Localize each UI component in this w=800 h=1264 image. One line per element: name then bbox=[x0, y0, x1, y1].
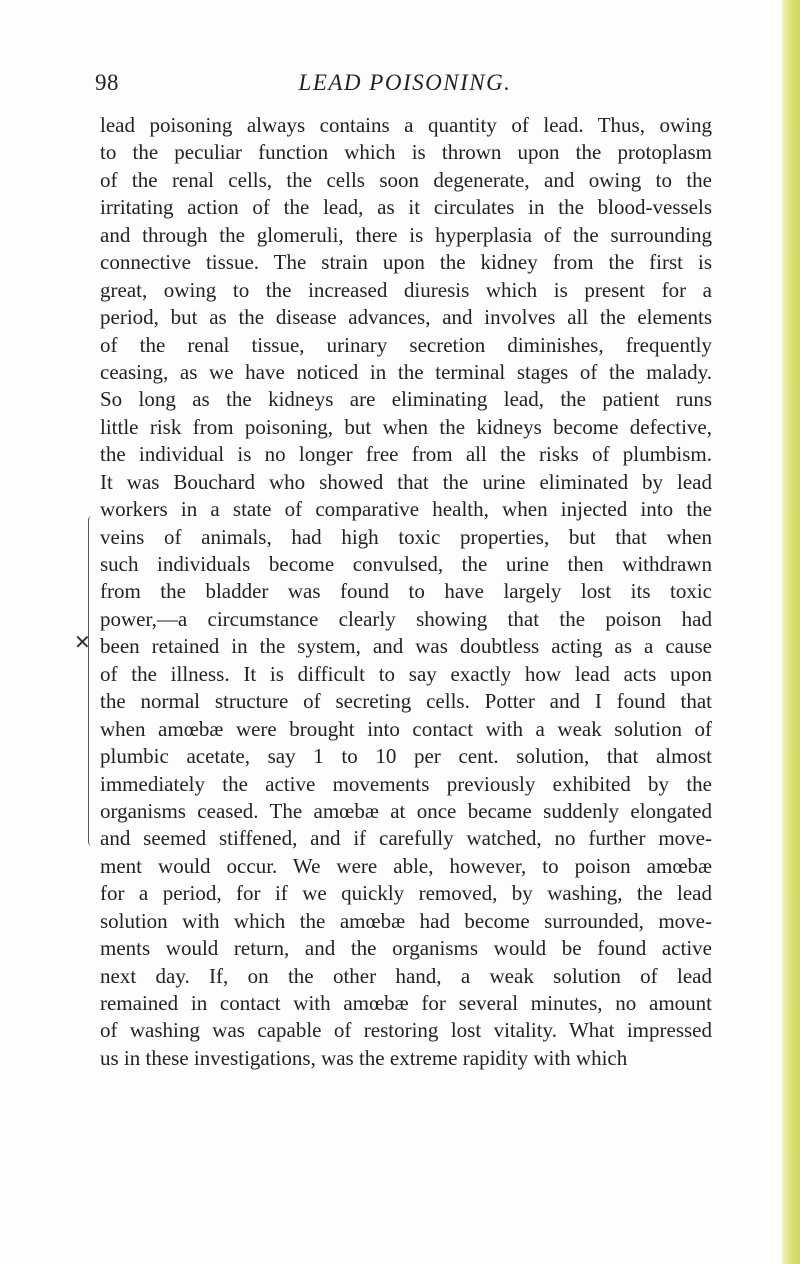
text-line: of the illness. It is difficult to say exactly how lead acts upon bbox=[100, 661, 712, 686]
running-title: LEAD POISONING. bbox=[298, 70, 512, 95]
text-line: remained in contact with amœbæ for several minutes, no amount bbox=[100, 991, 712, 1015]
text-line: of the renal tissue, urinary secretion diminishes, frequently bbox=[100, 332, 712, 357]
text-line: ments would return, and the organisms would be found active bbox=[100, 936, 712, 961]
text-line: to the peculiar function which is thrown upon the protoplasm bbox=[100, 140, 712, 165]
text-line: the normal structure of secreting cells. Potter and I found that bbox=[100, 689, 712, 714]
text-line: ment would occur. We were able, however, to poison amœbæ bbox=[100, 853, 712, 878]
text-line: such individuals become convulsed, the urine then withdrawn bbox=[100, 552, 712, 576]
text-line: and seemed stiffened, and if carefully watched, no further move- bbox=[100, 826, 712, 851]
text-line: us in these investigations, was the extreme rapidity with which bbox=[100, 1045, 628, 1070]
text-line: from the bladder was found to have largely lost its toxic bbox=[100, 579, 712, 604]
text-line: irritating action of the lead, as it circulates in the blood-vessels bbox=[100, 195, 712, 220]
page-edge bbox=[782, 0, 800, 1264]
body-text bbox=[100, 112, 712, 1072]
text-line: connective tissue. The strain upon the kidney from the first is bbox=[100, 250, 712, 275]
text-line: of the renal cells, the cells soon degenerate, and owing to the bbox=[100, 167, 712, 192]
text-line: for a period, for if we quickly removed, by washing, the lead bbox=[100, 881, 712, 906]
text-line: So long as the kidneys are eliminating lead, the patient runs bbox=[100, 387, 712, 412]
text-line: veins of animals, had high toxic properties, but that when bbox=[100, 524, 712, 549]
text-line: solution with which the amœbæ had become surrounded, move- bbox=[100, 908, 712, 933]
text-line: of washing was capable of restoring lost vitality. What impressed bbox=[100, 1018, 712, 1043]
text-line: plumbic acetate, say 1 to 10 per cent. solution, that almost bbox=[100, 744, 712, 769]
text-line: ceasing, as we have noticed in the terminal stages of the malady. bbox=[100, 359, 712, 384]
margin-mark: ✕ bbox=[74, 632, 91, 654]
text-line: It was Bouchard who showed that the urine eliminated by lead bbox=[100, 469, 712, 494]
text-line: little risk from poisoning, but when the kidneys become defective, bbox=[100, 414, 712, 439]
text-line: lead poisoning always contains a quantity of lead. Thus, owing bbox=[100, 113, 712, 137]
text-line: period, but as the disease advances, and involves all the elements bbox=[100, 305, 712, 330]
text-line: next day. If, on the other hand, a weak solution of lead bbox=[100, 963, 712, 988]
text-line: when amœbæ were brought into contact with a weak solution of bbox=[100, 716, 712, 741]
page-header bbox=[95, 70, 715, 104]
page-number: 98 bbox=[95, 70, 119, 95]
text-line: and through the glomeruli, there is hyperplasia of the surrounding bbox=[100, 222, 712, 247]
text-line: organisms ceased. The amœbæ at once became suddenly elongated bbox=[100, 798, 712, 823]
text-line: the individual is no longer free from all the risks of plumbism. bbox=[100, 442, 712, 467]
text-line: immediately the active movements previously exhibited by the bbox=[100, 771, 712, 796]
margin-bracket bbox=[88, 516, 99, 846]
text-line: workers in a state of comparative health, when injected into the bbox=[100, 497, 712, 522]
text-line: power,—a circumstance clearly showing that the poison had bbox=[100, 606, 712, 631]
text-line: great, owing to the increased diuresis which is present for a bbox=[100, 277, 712, 302]
text-line: been retained in the system, and was doubtless acting as a cause bbox=[100, 634, 712, 659]
